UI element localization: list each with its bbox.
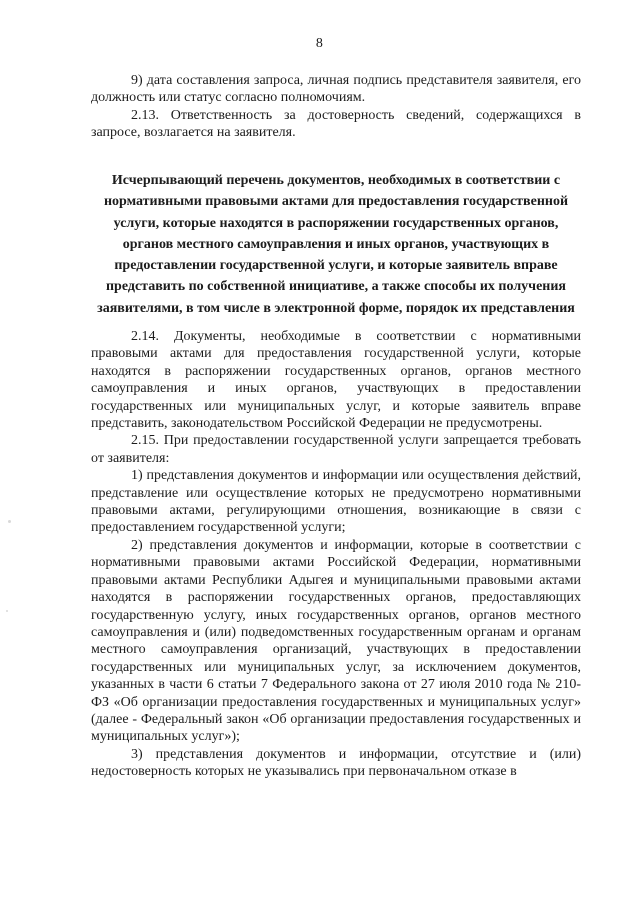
paragraph-2-15: 2.15. При предоставлении государственной услуги запрещается требовать от заявителя: — [91, 433, 581, 466]
scan-speck — [8, 520, 11, 523]
paragraph-2-13: 2.13. Ответственность за достоверность сведений, содержащихся в запросе, возлагается на заявителя. — [91, 107, 581, 141]
paragraph-item-9: 9) дата составления запроса, личная подпись представителя заявителя, его должность или статус согласно полномочиям. — [91, 73, 581, 106]
main-paragraphs — [91, 328, 581, 781]
section-heading: Исчерпывающий перечень документов, необходимых в соответствии с нормативными правовыми актами для предоставления государственной услуги, которые находятся в распоряжении государственных органов, органов местного самоуправления и иных органов, участвующих в предоставлении государственной услуги, и которые заявитель вправе представить по собственной инициативе, а также способы их получения заявителями, в том числе в электронной форме, порядок их представления — [97, 173, 575, 316]
paragraph-2-15-item-1: 1) представления документов и информации или осуществления действий, представление или осуществление которых не предусмотрено нормативными правовыми актами, регулирующими отношения, возникающие в связи с предоставлением государственной услуги; — [91, 468, 581, 536]
page-number: 8 — [315, 36, 324, 51]
intro-paragraphs — [91, 72, 581, 142]
paragraph-2-14: 2.14. Документы, необходимые в соответствии с нормативными правовыми актами для предоставления государственной услуги, которые находятся в распоряжении государственных органов, органов местного самоуправления и иных органов, участвующих в предоставлении государственных или муниципальных услуг, и которые заявитель вправе представить, законодательством Российской Федерации не предусмотрены. — [91, 329, 581, 432]
paragraph-2-15-item-3: 3) представления документов и информации, отсутствие и (или) недостоверность которых не указывались при первоначальном отказе в — [91, 746, 581, 780]
scan-speck — [6, 610, 8, 612]
paragraph-2-15-item-2: 2) представления документов и информации, которые в соответствии с нормативными правовыми актами Российской Федерации, нормативными правовыми актами Республики Адыгея и муниципальными правовыми актами находятся в распоряжении государственных органов, предоставляющих государственную услугу, иных государственных органов, органов местного самоуправления и (или) подведомственных государственным органам и органам местного самоуправления организаций, участвующих в предоставлении государственных или муниципальных услуг, за исключением документов, указанных в части 6 статьи 7 Федерального закона от 27 июля 2010 года № 210-ФЗ «Об организации предоставления государственных и муниципальных услуг» (далее - Федеральный закон «Об организации предоставления государственных и муниципальных услуг»); — [91, 537, 581, 745]
